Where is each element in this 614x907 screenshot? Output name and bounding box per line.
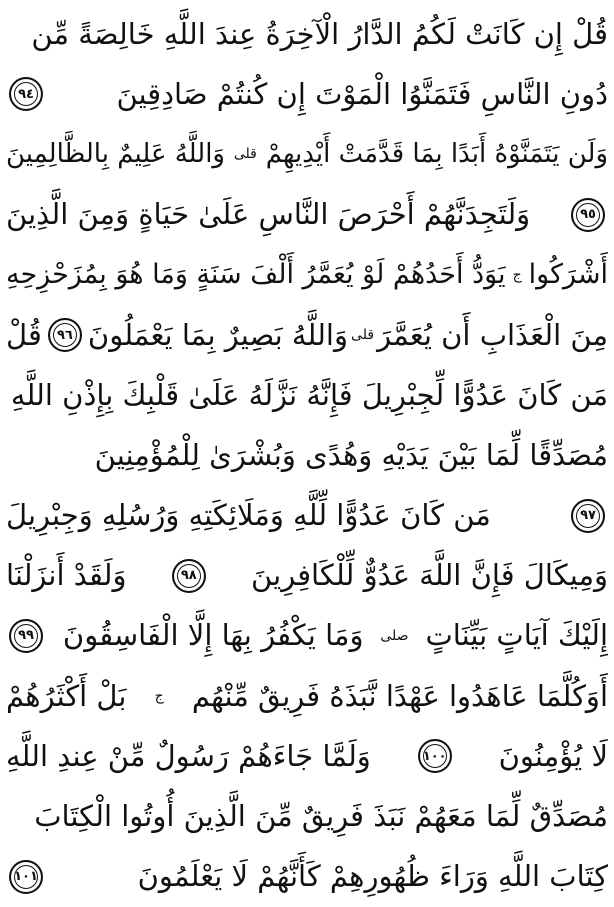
verse-text: قُلْ إِن كَانَتْ لَكُمُ الدَّارُ الْآخِرَةُ عِندَ اللَّهِ خَالِصَةً مِّن: [31, 16, 608, 51]
verse-line: [6, 64, 608, 124]
verse-text: وَلَن يَتَمَنَّوْهُ أَبَدًا بِمَا قَدَّمَتْ أَيْدِيهِمْ: [265, 139, 608, 170]
verse-line: [6, 666, 608, 726]
verse-text: وَاللَّهُ بَصِيرٌ بِمَا يَعْمَلُونَ: [87, 317, 348, 352]
verse-line: [6, 365, 608, 425]
verse-line: [6, 4, 608, 64]
verse-text: مُصَدِّقًا لِّمَا بَيْنَ يَدَيْهِ وَهُدًى وَبُشْرَىٰ لِلْمُؤْمِنِينَ: [94, 437, 608, 472]
verse-line: [6, 847, 608, 907]
verse-text: إِلَيْكَ آيَاتٍ بَيِّنَاتٍ: [425, 618, 608, 653]
verse-text: وَمِيكَالَ فَإِنَّ اللَّهَ عَدُوٌّ لِّلْكَافِرِينَ: [251, 558, 608, 593]
verse-text: مُصَدِّقٌ لِّمَا مَعَهُمْ نَبَذَ فَرِيقٌ مِّنَ الَّذِينَ أُوتُوا الْكِتَابَ: [34, 799, 608, 834]
verse-line: [6, 546, 608, 606]
ayah-number-marker: ٩٩: [9, 619, 43, 653]
verse-line: [6, 486, 608, 546]
verse-text: بَلْ أَكْثَرُهُمْ: [6, 678, 127, 713]
verse-line: [6, 425, 608, 485]
verse-text: وَمَا يَكْفُرُ بِهَا إِلَّا الْفَاسِقُونَ: [62, 618, 364, 653]
ayah-number-marker: ٩٥: [571, 198, 605, 232]
verse-text: وَلَمَّا جَاءَهُمْ رَسُولٌ مِّنْ عِندِ اللَّهِ: [6, 738, 371, 773]
verse-line: [6, 124, 608, 184]
verse-text: لَا يُؤْمِنُونَ: [498, 738, 608, 773]
verse-text: مَن كَانَ عَدُوًّا لِّلَّهِ وَمَلَائِكَتِهِ وَرُسُلِهِ وَجِبْرِيلَ: [6, 498, 491, 533]
verse-text: وَاللَّهُ عَلِيمٌ بِالظَّالِمِينَ: [6, 139, 225, 170]
verse-text: أَوَكُلَّمَا عَاهَدُوا عَهْدًا نَّبَذَهُ فَرِيقٌ مِّنْهُم: [191, 678, 608, 713]
verse-line: [6, 245, 608, 305]
ayah-number-marker: ٩٨: [172, 559, 206, 593]
verse-text: يَوَدُّ أَحَدُهُمْ لَوْ يُعَمَّرُ أَلْفَ سَنَةٍ وَمَا هُوَ بِمُزَحْزِحِهِ: [6, 259, 506, 291]
verse-line: [6, 786, 608, 846]
verse-text: قُلْ: [6, 317, 42, 352]
verse-text: مَن كَانَ عَدُوًّا لِّجِبْرِيلَ فَإِنَّهُ نَزَّلَهُ عَلَىٰ قَلْبِكَ بِإِذْنِ اللَّهِ: [10, 377, 608, 412]
ayah-number-marker: ٩٦: [48, 318, 82, 352]
verse-text: مِنَ الْعَذَابِ أَن يُعَمَّرَ: [377, 317, 608, 352]
verse-line: [6, 305, 608, 365]
ayah-number-marker: ١٠١: [9, 860, 43, 894]
waqf-mark: قلى: [351, 327, 375, 344]
verse-text: دُونِ النَّاسِ فَتَمَنَّوُا الْمَوْتَ إِن كُنتُمْ صَادِقِينَ: [116, 76, 608, 111]
ayah-number-marker: ١٠٠: [418, 739, 452, 773]
verse-line: [6, 185, 608, 245]
verse-text: أَشْرَكُوا: [528, 259, 608, 291]
verse-text: وَلَتَجِدَنَّهُمْ أَحْرَصَ النَّاسِ عَلَىٰ حَيَاةٍ وَمِنَ الَّذِينَ: [6, 197, 531, 232]
ayah-number-marker: ٩٧: [571, 499, 605, 533]
waqf-mark: ج: [154, 688, 164, 705]
ayah-number-marker: ٩٤: [9, 77, 43, 111]
verse-text: كِتَابَ اللَّهِ وَرَاءَ ظُهُورِهِمْ كَأَنَّهُمْ لَا يَعْلَمُونَ: [137, 859, 608, 894]
verse-text: وَلَقَدْ أَنزَلْنَا: [6, 558, 127, 593]
waqf-mark: ج: [512, 266, 522, 283]
verse-line: [6, 726, 608, 786]
waqf-mark: صلى: [380, 627, 409, 644]
verse-line: [6, 606, 608, 666]
waqf-mark: قلى: [233, 146, 257, 163]
